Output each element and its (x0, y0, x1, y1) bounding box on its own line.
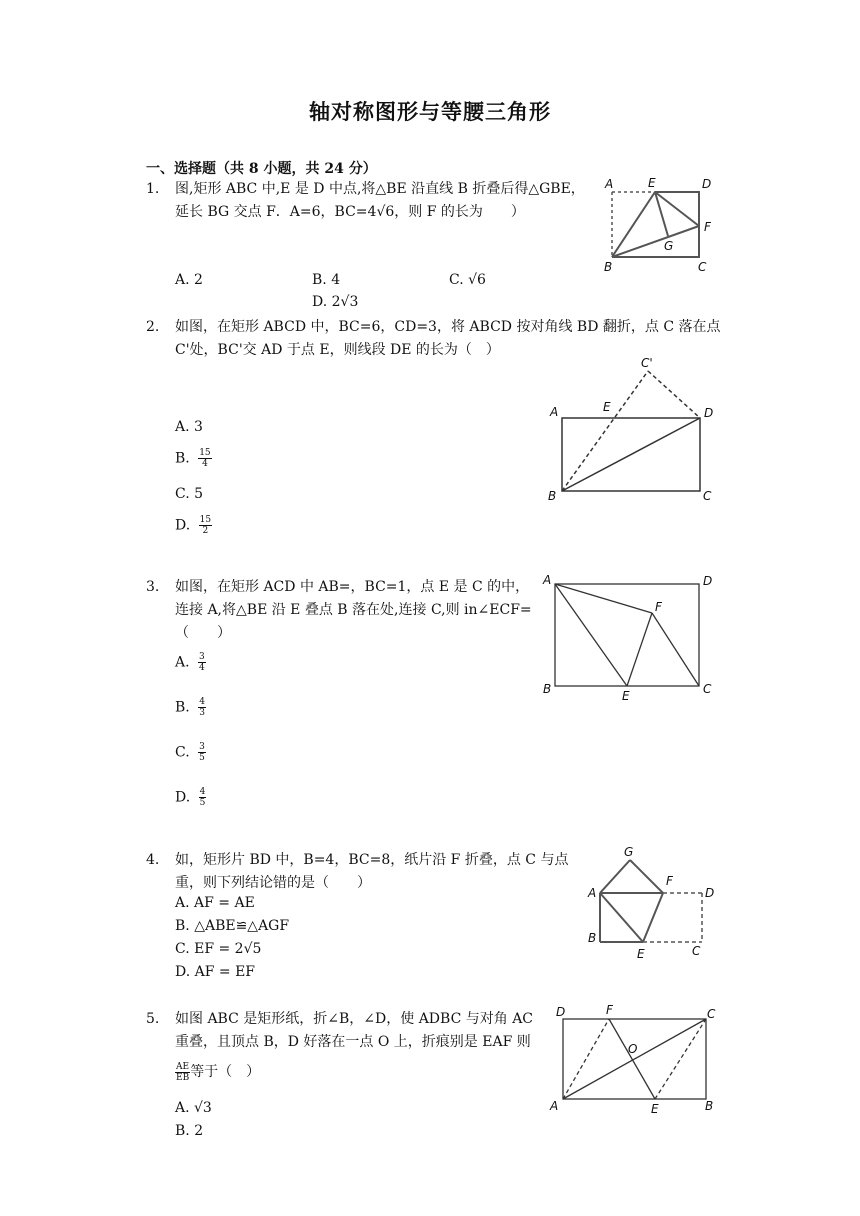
question-4-line2: 重，则下列结论错的是（ ） (175, 875, 371, 891)
question-3-line3: （ ） (175, 625, 231, 641)
q5-line3-tail: 等于（ ） (190, 1064, 261, 1080)
q4-label-b: B (588, 931, 597, 945)
q2-label-c: C (703, 489, 712, 503)
q2-option-d-label: D. (175, 517, 191, 534)
q2-option-a-label: A. (175, 419, 190, 435)
question-3-number: 3. (146, 579, 160, 595)
q3-label-c: C (703, 682, 712, 696)
question-5-number: 5. (146, 1011, 160, 1027)
q5-fraction-ae-eb: $\frac{AE}{EB}$ (176, 1061, 190, 1083)
q1-label-c: C (698, 260, 707, 274)
q5-crease-fe (609, 1019, 655, 1099)
question-4-option-c: C. EF = 2√5 (175, 941, 262, 957)
q4-label-g: G (624, 845, 634, 859)
q3-option-c-fraction: $\frac{3}{5}$ (199, 742, 205, 763)
q3-option-c-label: C. (175, 744, 190, 761)
question-1-option-a: A. 2 (175, 272, 203, 288)
question-1-option-b: B. 4 (312, 272, 341, 288)
question-3-line2: 连接 A,将△BE 沿 E 叠点 B 落在处,连接 C,则 in∠ECF= (175, 602, 532, 618)
q1-label-e: E (648, 176, 656, 190)
question-2-line1: 如图，在矩形 ABCD 中，BC=6，CD=3，将 ABCD 按对角线 BD 翻折，点 C 落在点 (175, 319, 721, 335)
q5-label-d: D (556, 1005, 566, 1019)
question-1-number: 1. (146, 181, 160, 197)
q3-option-d-fraction: $\frac{4}{5}$ (199, 787, 206, 808)
q5-dashed-ec (655, 1019, 706, 1099)
q2-label-a: A (550, 405, 559, 419)
q1-label-g: G (664, 239, 674, 253)
question-4-line1: 如，矩形片 BD 中，B=4，BC=8，纸片沿 F 折叠，点 C 与点 (175, 852, 569, 868)
q2-option-c-label: C. (175, 486, 190, 502)
question-4-number: 4. (146, 852, 160, 868)
q2-label-d: D (704, 406, 714, 420)
q5-dashed-af (563, 1019, 609, 1099)
q3-option-a-fraction: $\frac{3}{4}$ (199, 652, 205, 673)
question-3-line1: 如图，在矩形 ACD 中 AB=，BC=1，点 E 是 C 的中， (175, 579, 530, 595)
q5-label-c: C (707, 1007, 716, 1021)
q3-label-d: D (703, 574, 713, 588)
section-heading: 一、选择题（共 8 小题，共 24 分） (146, 161, 377, 177)
question-2-number: 2. (146, 319, 160, 335)
q5-label-e: E (651, 1102, 659, 1116)
q4-label-a: A (588, 886, 597, 900)
q5-label-o: O (628, 1042, 638, 1056)
q5-diagonal-ac (563, 1019, 706, 1099)
q2-label-e: E (603, 400, 611, 414)
q3-option-a-label: A. (175, 654, 190, 671)
q1-label-f: F (704, 220, 711, 234)
q5-label-f: F (606, 1003, 613, 1017)
q3-option-d-label: D. (175, 789, 191, 806)
q3-label-e: E (622, 689, 630, 703)
q2-option-c-value: 5 (194, 486, 204, 502)
question-5-line2: 重叠，且顶点 B，D 好落在一点 O 上，折痕别是 EAF 则 (175, 1034, 531, 1050)
question-1-option-d: D. 2√3 (312, 294, 359, 310)
question-2-line2: C'处，BC'交 AD 于点 E，则线段 DE 的长为（ ） (175, 342, 500, 358)
q3-option-b-fraction: $\frac{4}{3}$ (199, 697, 205, 718)
question-5-line1: 如图 ABC 是矩形纸，折∠B，∠D，使 ADBC 与对角 AC (175, 1011, 534, 1027)
q2-label-c-prime: C' (641, 356, 653, 370)
q5-label-a: A (550, 1099, 559, 1113)
q3-label-f: F (655, 600, 662, 614)
question-4-option-d: D. AF = EF (175, 964, 256, 980)
q2-option-d-fraction: $\frac{15}{2}$ (199, 515, 212, 536)
q4-label-e: E (637, 947, 645, 961)
question-1-option-c: C. √6 (449, 272, 486, 288)
q5-label-b: B (705, 1099, 714, 1113)
question-1-line1: 图,矩形 ABC 中,E 是 D 中点,将△BE 沿直线 B 折叠后得△GBE， (175, 181, 585, 197)
q1-label-d: D (702, 177, 712, 191)
question-5-option-b: B. 2 (175, 1123, 204, 1139)
page-title: 轴对称图形与等腰三角形 (309, 99, 551, 124)
question-4-option-b: B. △ABE≌△AGF (175, 918, 290, 934)
q3-label-a: A (543, 573, 552, 587)
q2-option-a-value: 3 (194, 419, 203, 435)
q2-label-b: B (548, 489, 557, 503)
q2-option-b-fraction: $\frac{15}{4}$ (199, 448, 211, 469)
question-4-option-a: A. AF = AE (175, 895, 255, 911)
q1-label-b: B (604, 260, 613, 274)
q3-option-b-label: B. (175, 699, 190, 716)
q4-label-d: D (705, 886, 715, 900)
q4-label-c: C (692, 944, 701, 958)
q3-label-b: B (543, 682, 552, 696)
q1-label-a: A (605, 177, 614, 191)
q4-label-f: F (666, 874, 673, 888)
question-5-option-a: A. √3 (175, 1100, 212, 1116)
question-1-line2: 延长 BG 交点 F．A=6，BC=4√6，则 F 的长为 ） (175, 204, 525, 220)
q2-option-b-label: B. (175, 450, 190, 467)
